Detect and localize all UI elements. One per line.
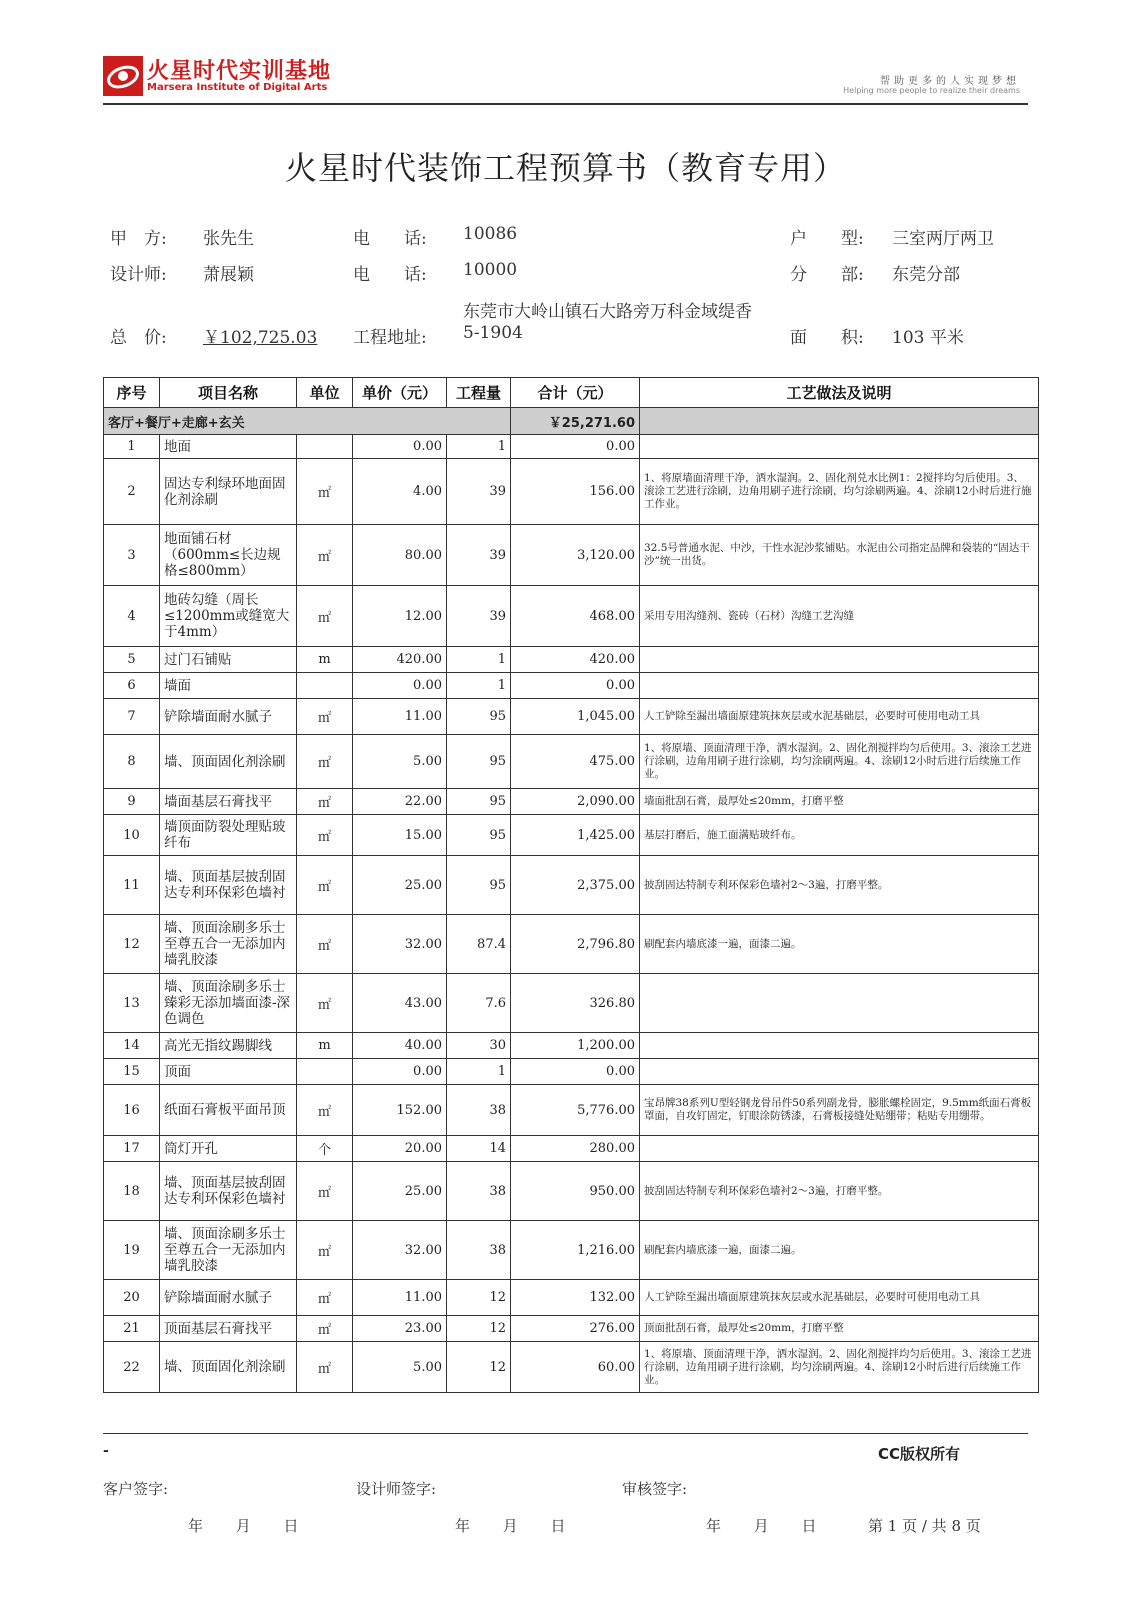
branch-value: 东莞分部 [892,265,960,285]
item-name: 墙、顶面基层披刮固达专利环保彩色墙衬 [160,856,297,915]
item-name: 墙面基层石膏找平 [160,789,297,815]
row-number: 12 [104,915,160,974]
designer-label: 设计师: [110,265,167,285]
row-total: 950.00 [511,1162,640,1221]
row-total: 468.00 [511,586,640,647]
row-number: 1 [104,435,160,459]
quantity: 39 [447,459,511,525]
process-note [640,1136,1039,1162]
process-note [640,1033,1039,1059]
col-header-qty: 工程量 [447,378,511,408]
quantity: 12 [447,1342,511,1393]
process-note [640,974,1039,1033]
unit-price: 43.00 [353,974,447,1033]
process-note: 人工铲除至漏出墙面原建筑抹灰层或水泥基础层，必要时可使用电动工具 [640,1280,1039,1316]
quantity: 95 [447,699,511,735]
unit-price: 22.00 [353,789,447,815]
quantity: 30 [447,1033,511,1059]
col-header-price: 单价（元） [353,378,447,408]
table-row [104,1221,1039,1280]
unit-price: 23.00 [353,1316,447,1342]
quantity: 95 [447,815,511,856]
table-row [104,1136,1039,1162]
footer-dash: - [103,1443,109,1459]
designer-sign-date: 年 月 日 [455,1517,566,1535]
unit [297,1059,353,1085]
table-row [104,586,1039,647]
process-note: 宝昂牌38系列U型轻钢龙骨吊件50系列副龙骨，膨胀螺栓固定，9.5mm纸面石膏板罩面，自攻钉固定，钉眼涂防锈漆，石膏板接缝处贴绷带；粘贴专用绷带。 [640,1085,1039,1136]
unit-price: 80.00 [353,525,447,586]
unit-price: 420.00 [353,647,447,673]
house-type-value: 三室两厅两卫 [892,229,994,249]
col-header-no: 序号 [104,378,160,408]
quantity: 7.6 [447,974,511,1033]
quantity: 39 [447,586,511,647]
row-number: 19 [104,1221,160,1280]
slogan-english: Helping more people to realize their dreams [843,86,1020,95]
unit-price: 20.00 [353,1136,447,1162]
unit-price: 12.00 [353,586,447,647]
quantity: 1 [447,647,511,673]
row-number: 13 [104,974,160,1033]
process-note: 刷配套内墙底漆一遍，面漆二遍。 [640,915,1039,974]
row-number: 2 [104,459,160,525]
unit: ㎡ [297,699,353,735]
col-header-unit: 单位 [297,378,353,408]
unit-price: 11.00 [353,1280,447,1316]
customer-sign-date: 年 月 日 [188,1517,299,1535]
unit: ㎡ [297,1316,353,1342]
item-name: 地面铺石材（600mm≤长边规格≤800mm） [160,525,297,586]
document-title: 火星时代装饰工程预算书（教育专用） [284,149,846,187]
unit [297,435,353,459]
process-note: 顶面批刮石膏，最厚处≤20mm，打磨平整 [640,1316,1039,1342]
item-name: 固达专利绿环地面固化剂涂刷 [160,459,297,525]
item-name: 墙顶面防裂处理贴玻纤布 [160,815,297,856]
row-number: 18 [104,1162,160,1221]
table-row [104,915,1039,974]
item-name: 地砖勾缝（周长≤1200mm或缝宽大于4mm） [160,586,297,647]
table-row [104,699,1039,735]
quantity: 12 [447,1280,511,1316]
party-a-value: 张先生 [203,229,254,249]
unit-price: 32.00 [353,915,447,974]
table-row [104,1280,1039,1316]
row-number: 4 [104,586,160,647]
item-name: 墙、顶面涂刷多乐士至尊五合一无添加内墙乳胶漆 [160,915,297,974]
row-total: 3,120.00 [511,525,640,586]
row-total: 1,425.00 [511,815,640,856]
item-name: 墙、顶面固化剂涂刷 [160,735,297,789]
row-number: 15 [104,1059,160,1085]
table-row [104,1059,1039,1085]
unit-price: 152.00 [353,1085,447,1136]
row-number: 5 [104,647,160,673]
row-total: 475.00 [511,735,640,789]
item-name: 高光无指纹踢脚线 [160,1033,297,1059]
row-total: 132.00 [511,1280,640,1316]
row-number: 10 [104,815,160,856]
phone2-label: 电 话: [353,265,427,285]
review-sign-date: 年 月 日 [706,1517,817,1535]
row-total: 2,796.80 [511,915,640,974]
customer-sign-label: 客户签字: [103,1480,169,1498]
process-note: 1、将原墙、顶面清理干净，洒水湿润。2、固化剂搅拌均匀后使用。3、滚涂工艺进行涂刷，边角用刷子进行涂刷，均匀涂刷两遍。4、涂刷12小时后进行后续施工作业。 [640,1342,1039,1393]
phone1-label: 电 话: [353,229,427,249]
process-note [640,1059,1039,1085]
quantity: 39 [447,525,511,586]
row-total: 280.00 [511,1136,640,1162]
page-header [103,50,1028,106]
unit: ㎡ [297,525,353,586]
row-number: 11 [104,856,160,915]
col-header-name: 项目名称 [160,378,297,408]
unit-price: 25.00 [353,1162,447,1221]
quantity: 38 [447,1162,511,1221]
unit: ㎡ [297,1085,353,1136]
table-row [104,1033,1039,1059]
unit: ㎡ [297,1342,353,1393]
total-label: 总 价: [110,328,167,348]
quantity: 14 [447,1136,511,1162]
total-value: ￥102,725.03 [203,328,318,348]
process-note: 墙面批刮石膏，最厚处≤20mm，打磨平整 [640,789,1039,815]
page-indicator: 第 1 页 / 共 8 页 [868,1517,981,1535]
process-note: 人工铲除至漏出墙面原建筑抹灰层或水泥基础层，必要时可使用电动工具 [640,699,1039,735]
row-number: 16 [104,1085,160,1136]
unit: ㎡ [297,586,353,647]
row-number: 3 [104,525,160,586]
unit: ㎡ [297,856,353,915]
process-note [640,673,1039,699]
unit-price: 11.00 [353,699,447,735]
process-note [640,647,1039,673]
quantity: 1 [447,1059,511,1085]
logo-chinese-text: 火星时代实训基地 [147,59,332,84]
unit-price: 40.00 [353,1033,447,1059]
item-name: 墙、顶面涂刷多乐士至尊五合一无添加内墙乳胶漆 [160,1221,297,1280]
unit: ㎡ [297,974,353,1033]
row-total: 5,776.00 [511,1085,640,1136]
unit [297,673,353,699]
quantity: 1 [447,673,511,699]
unit: ㎡ [297,735,353,789]
branch-label: 分 部: [790,265,864,285]
row-total: 2,375.00 [511,856,640,915]
row-total: 156.00 [511,459,640,525]
unit: ㎡ [297,1280,353,1316]
item-name: 纸面石膏板平面吊顶 [160,1085,297,1136]
table-row [104,735,1039,789]
phone1-value: 10086 [463,224,518,244]
unit: ㎡ [297,1162,353,1221]
section-row [104,408,1039,435]
row-total: 1,200.00 [511,1033,640,1059]
address-line1: 东莞市大岭山镇石大路旁万科金域缇香 [463,302,752,322]
process-note: 刷配套内墙底漆一遍，面漆二遍。 [640,1221,1039,1280]
unit: m [297,1033,353,1059]
table-row [104,459,1039,525]
quantity: 38 [447,1085,511,1136]
unit: ㎡ [297,915,353,974]
item-name: 过门石铺贴 [160,647,297,673]
party-a-label: 甲 方: [110,229,167,249]
item-name: 铲除墙面耐水腻子 [160,699,297,735]
row-total: 326.80 [511,974,640,1033]
quantity: 38 [447,1221,511,1280]
row-total: 1,216.00 [511,1221,640,1280]
process-note: 基层打磨后，施工面满贴玻纤布。 [640,815,1039,856]
unit-price: 0.00 [353,1059,447,1085]
item-name: 筒灯开孔 [160,1136,297,1162]
process-note: 披刮固达特制专利环保彩色墙衬2～3遍，打磨平整。 [640,1162,1039,1221]
unit-price: 0.00 [353,673,447,699]
quantity: 12 [447,1316,511,1342]
row-total: 1,045.00 [511,699,640,735]
phone2-value: 10000 [463,260,518,280]
col-header-note: 工艺做法及说明 [640,378,1039,408]
row-number: 20 [104,1280,160,1316]
section-note [640,408,1039,435]
row-total: 0.00 [511,1059,640,1085]
review-sign-label: 审核签字: [622,1480,688,1498]
footer-divider [103,1433,1028,1434]
process-note: 32.5号普通水泥、中沙，干性水泥沙浆铺贴。水泥由公司指定品牌和袋装的“固达干沙”统一出货。 [640,525,1039,586]
item-name: 铲除墙面耐水腻子 [160,1280,297,1316]
address-label: 工程地址: [353,328,427,348]
item-name: 墙面 [160,673,297,699]
table-row [104,435,1039,459]
table-row [104,815,1039,856]
unit: 个 [297,1136,353,1162]
table-row [104,856,1039,915]
designer-sign-label: 设计师签字: [356,1480,437,1498]
table-header-row [104,378,1039,408]
row-total: 276.00 [511,1316,640,1342]
unit: ㎡ [297,1221,353,1280]
quantity: 95 [447,735,511,789]
row-total: 2,090.00 [511,789,640,815]
process-note: 1、将原墙、顶面清理干净，洒水湿润。2、固化剂搅拌均匀后使用。3、滚涂工艺进行涂刷，边角用刷子进行涂刷，均匀涂刷两遍。4、涂刷12小时后进行后续施工作业。 [640,735,1039,789]
quantity: 87.4 [447,915,511,974]
row-number: 6 [104,673,160,699]
quantity: 1 [447,435,511,459]
process-note: 1、将原墙面清理干净，洒水湿润。2、固化剂兑水比例1：2搅拌均匀后使用。3、滚涂工艺进行涂刷，边角用刷子进行涂刷，均匀涂刷两遍。4、涂刷12小时后进行施工作业。 [640,459,1039,525]
item-name: 地面 [160,435,297,459]
table-row [104,1316,1039,1342]
table-row [104,1085,1039,1136]
quantity: 95 [447,856,511,915]
table-row [104,673,1039,699]
logo-english-text: Marsera Institute of Digital Arts [147,82,328,93]
row-number: 7 [104,699,160,735]
row-number: 21 [104,1316,160,1342]
row-number: 22 [104,1342,160,1393]
col-header-total: 合计（元） [511,378,640,408]
unit-price: 0.00 [353,435,447,459]
item-name: 顶面 [160,1059,297,1085]
section-name: 客厅+餐厅+走廊+玄关 [104,408,511,435]
copyright-text: CC版权所有 [878,1445,961,1463]
unit-price: 25.00 [353,856,447,915]
table-row [104,1162,1039,1221]
unit-price: 5.00 [353,735,447,789]
header-divider [103,103,1028,105]
table-row [104,789,1039,815]
unit: ㎡ [297,459,353,525]
unit-price: 5.00 [353,1342,447,1393]
row-total: 60.00 [511,1342,640,1393]
unit-price: 4.00 [353,459,447,525]
address-line2: 5-1904 [463,323,523,343]
area-label: 面 积: [790,328,864,348]
designer-value: 萧展颖 [203,265,254,285]
table-row [104,974,1039,1033]
process-note: 采用专用沟缝剂、瓷砖（石材）沟缝工艺沟缝 [640,586,1039,647]
marsera-logo-icon [103,56,143,96]
unit: m [297,647,353,673]
row-total: 0.00 [511,435,640,459]
process-note: 披刮固达特制专利环保彩色墙衬2～3遍，打磨平整。 [640,856,1039,915]
table-row [104,647,1039,673]
item-name: 墙、顶面基层披刮固达专利环保彩色墙衬 [160,1162,297,1221]
table-row [104,1342,1039,1393]
unit-price: 15.00 [353,815,447,856]
row-number: 14 [104,1033,160,1059]
row-number: 9 [104,789,160,815]
row-total: 420.00 [511,647,640,673]
item-name: 墙、顶面涂刷多乐士臻彩无添加墙面漆-深色调色 [160,974,297,1033]
area-value: 103 平米 [892,328,964,348]
item-name: 顶面基层石膏找平 [160,1316,297,1342]
house-type-label: 户 型: [790,229,864,249]
unit-price: 32.00 [353,1221,447,1280]
section-total: ￥25,271.60 [511,408,640,435]
row-total: 0.00 [511,673,640,699]
unit: ㎡ [297,789,353,815]
quantity: 95 [447,789,511,815]
row-number: 8 [104,735,160,789]
table-row [104,525,1039,586]
row-number: 17 [104,1136,160,1162]
item-name: 墙、顶面固化剂涂刷 [160,1342,297,1393]
slogan-chinese: 帮助更多的人实现梦想 [880,76,1020,87]
unit: ㎡ [297,815,353,856]
process-note [640,435,1039,459]
budget-table [103,377,1039,1393]
